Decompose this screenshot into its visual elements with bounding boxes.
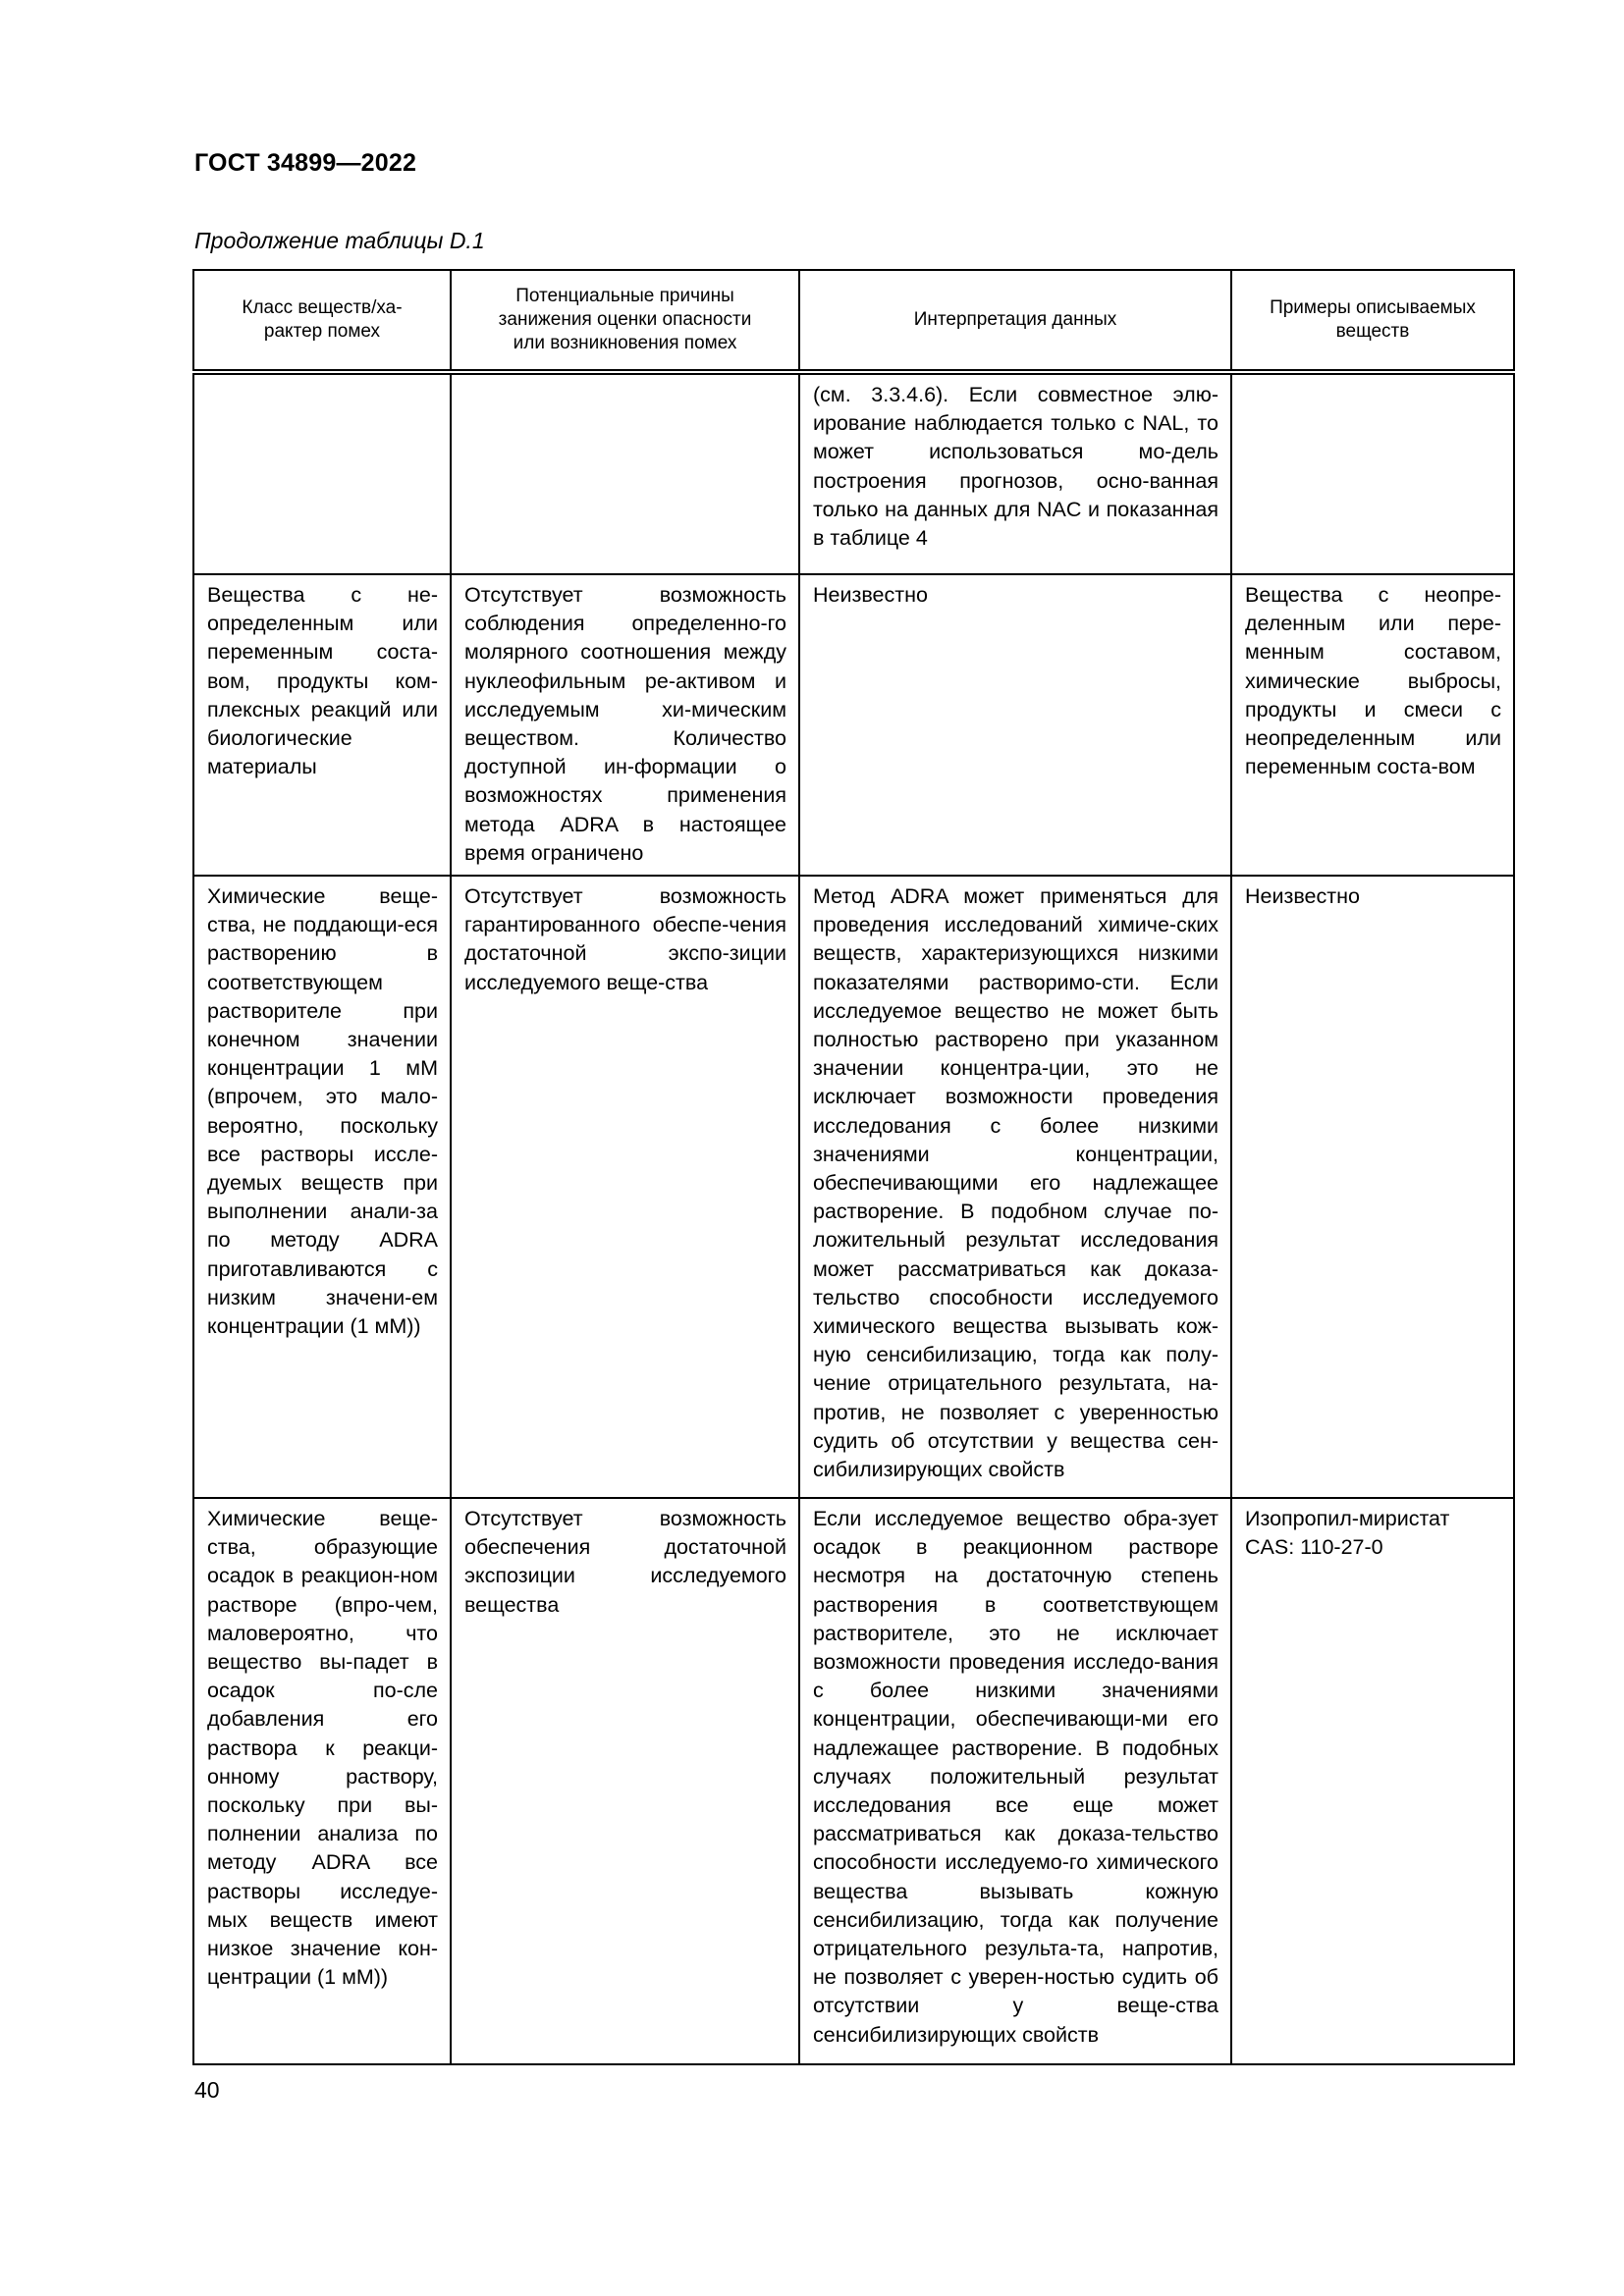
cell-examples [1231,574,1514,876]
table-caption: Продолжение таблицы D.1 [194,228,485,253]
column-header-causes-label: Потенциальные причины занижения оценки опасности или возникновения помех [498,286,752,353]
column-header-causes [451,270,799,372]
cell-interpretation-text: (см. 3.3.4.6). Если совместное элю-ирование наблюдается только с NAL, то может использоваться мо-дель построения прогнозов, осно-ванная только на данных для NAC и показанная в таблице 4 [813,383,1218,551]
cell-interpretation-text: Метод ADRA может применяться для проведения исследований химиче-ских веществ, характеризующихся низкими показателями растворимо-сти. Если исследуемое вещество не может быть полностью растворено при указанном значении концентра-ции, это не исключает возможности проведения исследования с более низкими значениями концентрации, обеспечивающими его надлежащее растворение. В подобном случае по-ложительный результат исследования может рассматриваться как доказа-тельство способности исследуемого химического вещества вызывать кож-ную сенсибилизацию, тогда как полу-чение отрицательного результата, на-против, не позволяет с уверенностью судить об отсутствии у вещества сен-сибилизирующих свойств [813,884,1218,1482]
table-row [193,574,1514,876]
column-header-class [193,270,451,372]
cell-class [193,1498,451,2064]
table-row [193,372,1514,574]
cell-examples-text: Изопропил-миристат CAS: 110-27-0 [1245,1507,1450,1560]
cell-interpretation [799,372,1231,574]
cell-interpretation-text: Неизвестно [813,583,928,607]
cell-examples-text: Вещества с неопре-деленным или пере-менным составом, химические выбросы, продукты и смеси с неопределенным или переменным соста-вом [1245,583,1501,779]
cell-class [193,372,451,574]
cell-examples [1231,876,1514,1498]
cell-examples-text: Неизвестно [1245,884,1360,908]
column-header-class-label: Класс веществ/ха- рактер помех [242,297,403,342]
column-header-interpretation-label: Интерпретация данных [913,309,1117,330]
substance-interference-table [192,269,1515,2065]
table-row [193,1498,1514,2064]
document-code: ГОСТ 34899—2022 [194,149,417,177]
column-header-examples [1231,270,1514,372]
cell-class [193,574,451,876]
cell-examples [1231,1498,1514,2064]
cell-examples [1231,372,1514,574]
cell-interpretation [799,1498,1231,2064]
cell-causes-text: Отсутствует возможность гарантированного обеспе-чения достаточной экспо-зиции исследуемого веще-ства [464,884,786,994]
cell-interpretation-text: Если исследуемое вещество обра-зует осадок в реакционном растворе несмотря на достаточную степень растворения в соответствующем растворителе, это не исключает возможности проведения исследо-вания с более низкими значениями концентрации, обеспечивающи-ми его надлежащее растворение. В подобных случаях положительный результат исследования все еще может рассматриваться как доказа-тельство способности исследуемо-го химического вещества вызывать кожную сенсибилизацию, тогда как получение отрицательного результа-та, напротив, не позволяет с уверен-ностью судить об отсутствии у веще-ства сенсибилизирующих свойств [813,1507,1218,2047]
cell-class-text: Химические веще-ства, образующие осадок в реакцион-ном растворе (впро-чем, маловероятно, что вещество вы-падет в осадок по-сле добавления его раствора к реакци-онному раствору, поскольку при вы-полнении анализа по методу ADRA все растворы исследуе-мых веществ имеют низкое значение кон-центрации (1 мМ)) [207,1507,438,1990]
cell-class [193,876,451,1498]
cell-class-text: Вещества с не-определенным или переменным соста-вом, продукты ком-плексных реакций или биологические материалы [207,583,438,779]
cell-interpretation [799,574,1231,876]
cell-class-text: Химические веще-ства, не поддающи-еся растворению в соответствующем растворителе при конечном значении концентрации 1 мМ (впрочем, это мало-вероятно, поскольку все растворы иссле-дуемых веществ при выполнении анали-за по методу ADRA приготавливаются с низким значени-ем концентрации (1 мМ)) [207,884,438,1339]
cell-causes [451,1498,799,2064]
table-row [193,876,1514,1498]
table-header-row [193,270,1514,372]
column-header-interpretation [799,270,1231,372]
cell-interpretation [799,876,1231,1498]
page-number: 40 [194,2077,220,2103]
cell-causes-text: Отсутствует возможность обеспечения достаточной экспозиции исследуемого вещества [464,1507,786,1617]
cell-causes [451,372,799,574]
column-header-examples-label: Примеры описываемых веществ [1270,297,1476,342]
cell-causes [451,876,799,1498]
cell-causes [451,574,799,876]
cell-causes-text: Отсутствует возможность соблюдения определенно-го молярного соотношения между нуклеофильным ре-активом и исследуемым хи-мическим веществом. Количество доступной ин-формации о возможностях применения метода ADRA в настоящее время ограничено [464,583,786,865]
